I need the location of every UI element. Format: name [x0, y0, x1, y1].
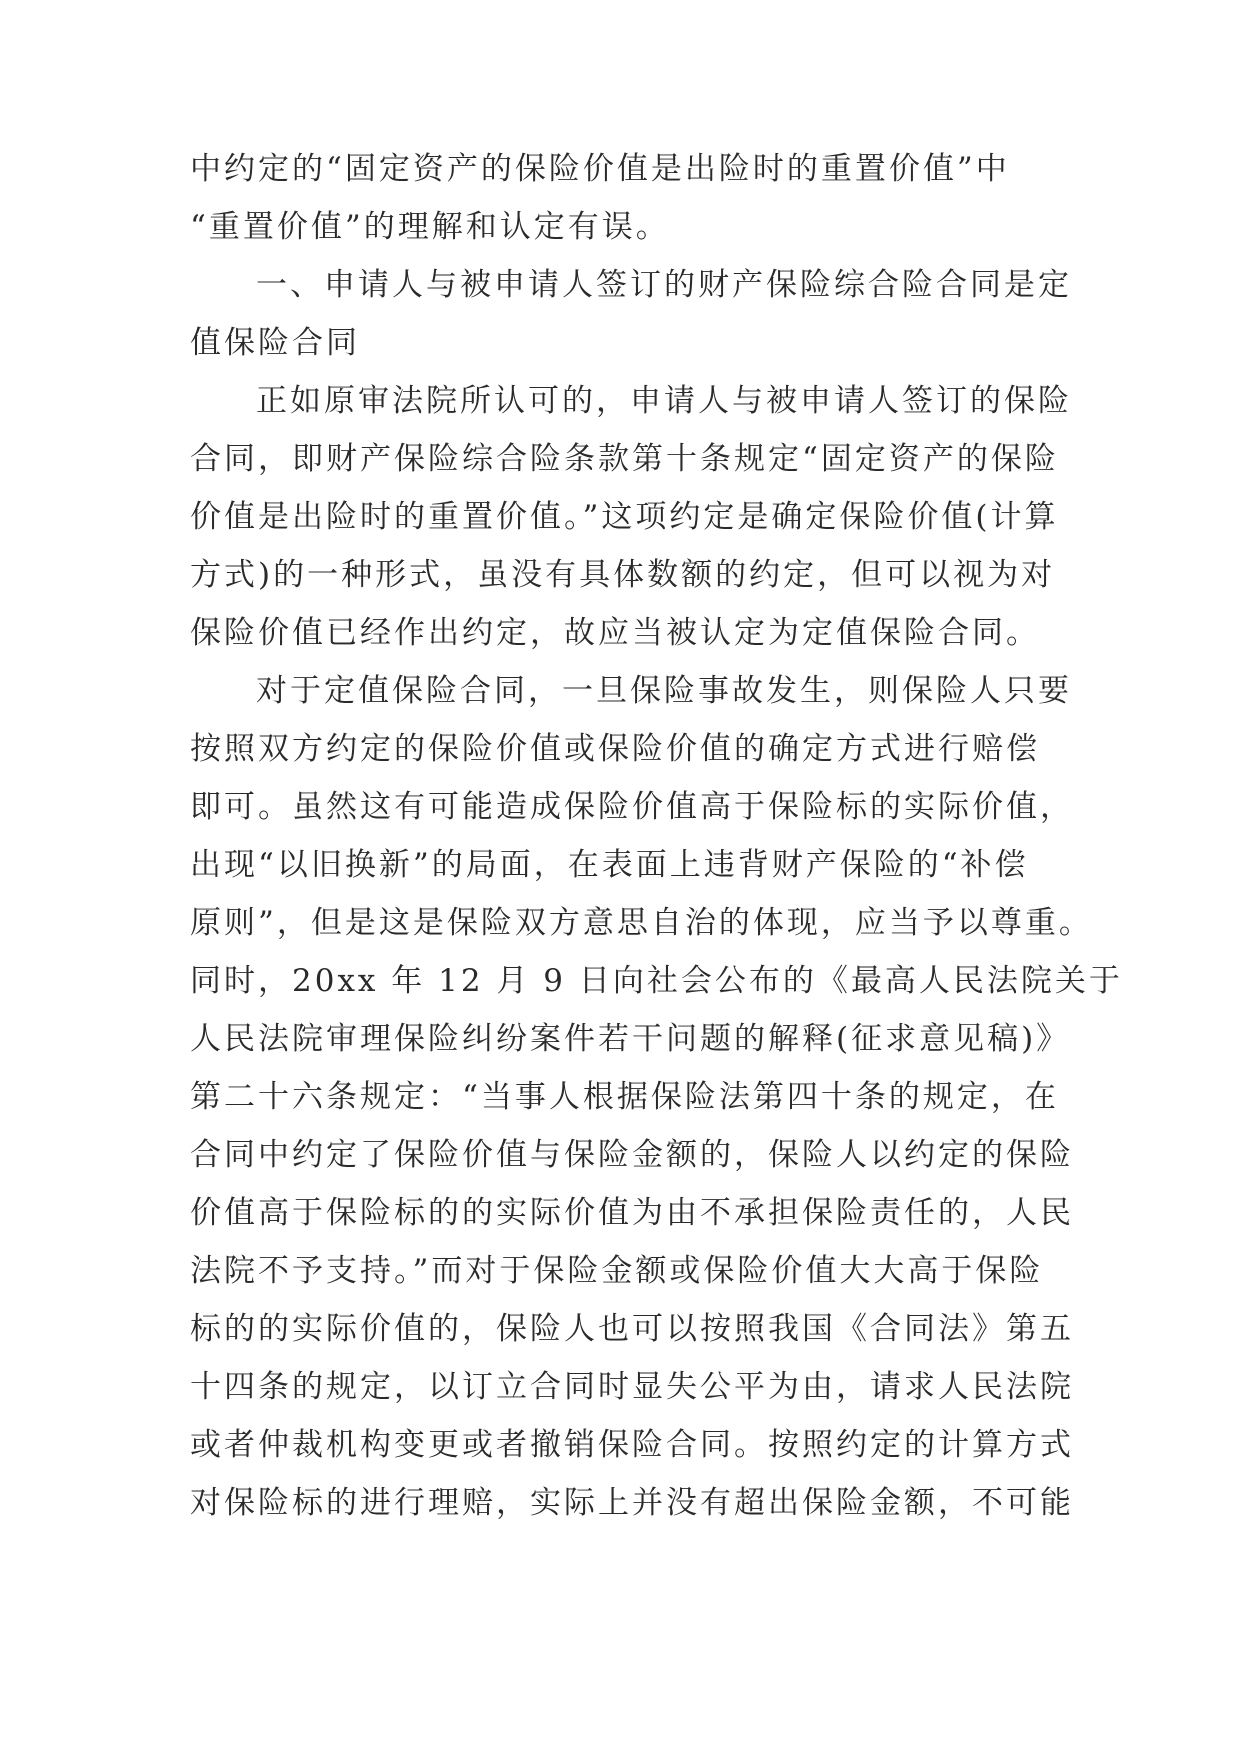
text-line: 合同，即财产保险综合险条款第十条规定“固定资产的保险 — [190, 441, 1059, 477]
text-line: 合同中约定了保险价值与保险金额的，保险人以约定的保险 — [190, 1137, 1074, 1173]
section-heading-line: 一、申请人与被申请人签订的财产保险综合险合同是定 — [256, 267, 1072, 303]
text-line: 对保险标的进行理赔，实际上并没有超出保险金额，不可能 — [190, 1485, 1074, 1521]
paragraph-first-line: 对于定值保险合同，一旦保险事故发生，则保险人只要 — [256, 673, 1072, 709]
text-line: 中约定的“固定资产的保险价值是出险时的重置价值”中 — [190, 151, 1010, 187]
document-page — [190, 140, 1123, 1532]
text-line: 十四条的规定，以订立合同时显失公平为由，请求人民法院 — [190, 1369, 1074, 1405]
text-line: 或者仲裁机构变更或者撤销保险合同。按照约定的计算方式 — [190, 1427, 1074, 1463]
section-heading-line: 值保险合同 — [190, 325, 360, 361]
text-line: 标的的实际价值的，保险人也可以按照我国《合同法》第五 — [190, 1311, 1074, 1347]
text-line: 第二十六条规定：“当事人根据保险法第四十条的规定，在 — [190, 1079, 1059, 1115]
text-line: “重置价值”的理解和认定有误。 — [190, 209, 670, 245]
text-line: 保险价值已经作出约定，故应当被认定为定值保险合同。 — [190, 615, 1040, 651]
text-line: 法院不予支持。”而对于保险金额或保险价值大大高于保险 — [190, 1253, 1044, 1289]
text-line: 即可。虽然这有可能造成保险价值高于保险标的实际价值， — [190, 789, 1074, 825]
text-line: 方式)的一种形式，虽没有具体数额的约定，但可以视为对 — [190, 557, 1056, 593]
text-line: 价值高于保险标的的实际价值为由不承担保险责任的，人民 — [190, 1195, 1074, 1231]
text-line: 同时，20xx 年 12 月 9 日向社会公布的《最高人民法院关于 — [190, 963, 1123, 999]
text-line: 人民法院审理保险纠纷案件若干问题的解释(征求意见稿)》 — [190, 1021, 1071, 1057]
text-line: 原则”，但是这是保险双方意思自治的体现，应当予以尊重。 — [190, 905, 1093, 941]
text-line: 出现“以旧换新”的局面，在表面上违背财产保险的“补偿 — [190, 847, 1029, 883]
paragraph-first-line: 正如原审法院所认可的，申请人与被申请人签订的保险 — [256, 383, 1072, 419]
text-line: 按照双方约定的保险价值或保险价值的确定方式进行赔偿 — [190, 731, 1040, 767]
text-line: 价值是出险时的重置价值。”这项约定是确定保险价值(计算 — [190, 499, 1059, 535]
